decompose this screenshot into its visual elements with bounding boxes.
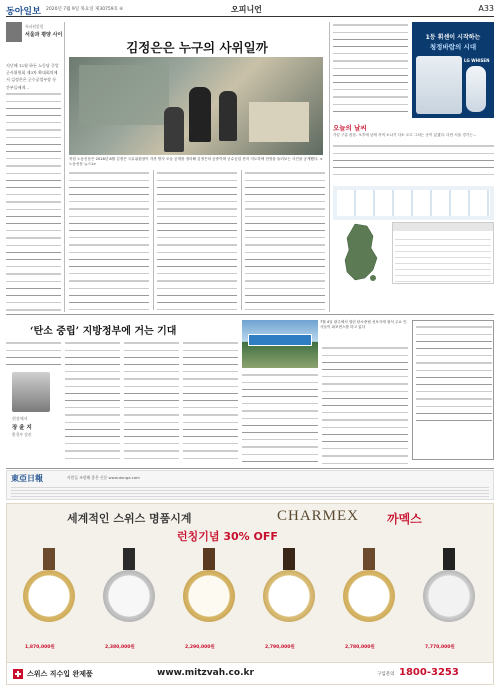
article-body-col2 — [69, 170, 149, 310]
watch-price: 7,770,000원 — [425, 645, 455, 650]
watch-price: 2,780,000원 — [345, 645, 375, 650]
whisen-ad-line1: 1등 휘센이 시작하는 — [425, 34, 481, 41]
watch-price: 2,790,000원 — [265, 645, 295, 650]
article2-body-col5 — [322, 345, 408, 465]
photo-table — [249, 102, 309, 142]
weather-header — [333, 121, 494, 145]
photo-machinery — [79, 65, 169, 125]
article-body-col5 — [333, 22, 408, 117]
watch-strap — [443, 548, 455, 570]
article-body-col3 — [157, 170, 237, 310]
author-name: 장 윤 지 — [12, 425, 32, 431]
whisen-brand: LG WHISEN — [464, 58, 490, 63]
whisen-ad-line2: 청정바람의 시대 — [429, 43, 477, 51]
watch-ad-phone[interactable]: 1800-3253 — [399, 667, 459, 678]
watch-face — [423, 570, 475, 622]
footer-text-lines — [11, 485, 489, 497]
article2-photo-caption: 7월 4일 광주에서 열린 탄소중립 선포식에 참석 주요 인사들이 퍼포먼스를 하고 있다 — [320, 320, 407, 329]
article-body-col1 — [6, 62, 61, 312]
article-headline: 김정은은 누구의 사위일까 — [126, 40, 268, 55]
photo-caption: 북한 노동신문은 2018년 8월 김정은 국무위원장이 각종 발사 모습 공개를 정리해 김정은의 공중이며 군수공업 현지 지도하에 현장을 둘러보는 사진을 공개했다. <노동신문 뉴스1> — [69, 157, 323, 166]
weather-body — [333, 143, 494, 181]
article2-body-col1 — [65, 340, 120, 465]
watch-row — [15, 548, 485, 638]
column-divider — [153, 170, 154, 310]
korea-map — [333, 222, 389, 284]
watch-price: 2,380,000원 — [105, 645, 135, 650]
photo-figure — [189, 87, 211, 142]
flag-cross — [15, 673, 21, 675]
column-tag: 특파원칼럼 — [25, 24, 44, 29]
donga-info-box — [412, 320, 494, 460]
watch-face — [183, 570, 235, 622]
masthead — [6, 3, 494, 17]
air-conditioner-image — [416, 56, 462, 114]
newspaper-logo: 동아일보 — [6, 7, 41, 17]
swiss-flag-icon — [13, 669, 23, 679]
section-divider — [6, 468, 494, 469]
column-divider — [329, 22, 330, 312]
weather-text: 가끔 구름 많음. 오후에 낮에 지역 소나기 다소 오고 그치는 곳이 있겠다. 다만 서울 경기는... — [333, 133, 477, 137]
article-lead-text: 지난해 12월 하든 노동당 중앙군사위원회 제3차 확대회의에서 김정은은 군수공업부장 등 간부들에게... — [6, 63, 59, 90]
watch-product[interactable] — [263, 548, 315, 622]
weather-forecast-strip — [333, 186, 494, 220]
body-text-lines — [6, 91, 61, 312]
air-conditioner-image — [466, 66, 486, 112]
watch-ad-brand-ko: 까멕스 — [387, 512, 422, 526]
watch-face — [343, 570, 395, 622]
watch-product[interactable] — [343, 548, 395, 622]
article2-headline: ‘탄소 중립’ 지방정부에 거는 기대 — [30, 326, 177, 337]
forecast-cells — [337, 190, 490, 216]
article2-body-col2 — [124, 340, 179, 465]
watch-ad-bottom-bar — [7, 662, 494, 685]
column-divider — [241, 170, 242, 310]
watch-product[interactable] — [183, 548, 235, 622]
column-divider — [64, 22, 65, 312]
column-byline: 서울과 평양 사이 — [25, 32, 63, 38]
photo-banner — [248, 334, 312, 346]
page-number: A33 — [478, 4, 494, 13]
donga-footer-logo: 東亞日報 — [11, 473, 43, 483]
article2-photo — [242, 320, 318, 368]
section-title: 오피니언 — [231, 5, 262, 14]
watch-face — [23, 570, 75, 622]
watch-ad-phone-label: 구입문의 — [377, 672, 395, 677]
article-body-col4 — [245, 170, 325, 310]
watch-strap — [283, 548, 295, 570]
info-text — [416, 324, 492, 424]
author-byline-org: 현장에서 — [12, 416, 28, 421]
issue-date: 2020년 7월 9일 목요일 제30759호 ⑥ — [46, 7, 124, 12]
author-intro-text — [6, 340, 61, 365]
donga-footer-info — [6, 470, 494, 500]
weather-table-rows — [395, 234, 491, 282]
whisen-ad[interactable] — [412, 22, 494, 118]
watch-product[interactable] — [423, 548, 475, 622]
photo-figure — [219, 91, 237, 141]
watch-price: 2,290,000원 — [185, 645, 215, 650]
weather-table-header — [393, 223, 493, 231]
weather-table — [392, 222, 494, 284]
watch-product[interactable] — [103, 548, 155, 622]
section-divider — [6, 314, 494, 315]
article2-body-col4 — [242, 372, 318, 465]
weather-map — [333, 222, 389, 284]
columnist-box — [6, 22, 61, 60]
watch-ad-title: 세계적인 스위스 명품시계 — [67, 512, 192, 525]
article-photo — [69, 57, 323, 155]
weather-title: 오늘의 날씨 — [333, 124, 367, 132]
article2-body-col3 — [183, 340, 238, 465]
watch-strap — [43, 548, 55, 570]
watch-price: 1,870,000원 — [25, 645, 55, 650]
watch-face — [263, 570, 315, 622]
author-title: 환경부 장관 — [12, 432, 32, 437]
author-box — [6, 340, 61, 465]
watch-face — [103, 570, 155, 622]
photo-figure — [164, 107, 184, 152]
watch-strap — [203, 548, 215, 570]
watch-strap — [123, 548, 135, 570]
author-photo — [12, 372, 50, 412]
watch-ad-shop: 스위스 직수입 완제품 — [27, 670, 93, 678]
watch-ad-sale: 런칭기념 30% OFF — [177, 530, 278, 543]
watch-strap — [363, 548, 375, 570]
watch-ad[interactable] — [6, 503, 494, 685]
donga-footer-slogan: 사람들 조합해 좋은 신문 www.donga.com — [67, 475, 140, 480]
watch-ad-brand: CHARMEX — [277, 508, 360, 524]
columnist-photo — [6, 22, 22, 42]
watch-prices — [15, 644, 485, 654]
watch-ad-url[interactable]: www.mitzvah.co.kr — [157, 668, 254, 678]
watch-product[interactable] — [23, 548, 75, 622]
